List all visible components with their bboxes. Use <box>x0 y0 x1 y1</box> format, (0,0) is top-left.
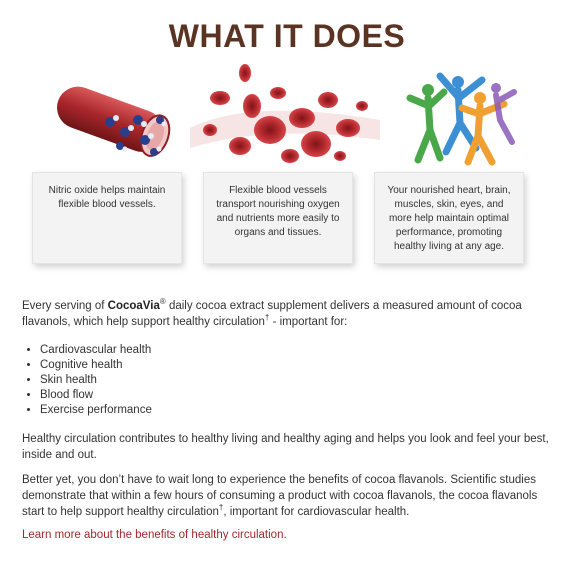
card-nourished-heart <box>374 172 524 264</box>
list-item: • Exercise performance <box>40 403 152 418</box>
red-blood-cells-illustration <box>190 58 380 170</box>
dagger-mark: † <box>218 503 224 513</box>
intro-paragraph <box>22 298 552 330</box>
figure-green <box>410 84 444 160</box>
card-text: Your nourished heart, brain, muscles, skin, eyes, and more help maintain optimal performance, promoting healthy living at any age. <box>387 185 511 252</box>
learn-more-link[interactable]: Learn more about the benefits of healthy circulation. <box>22 529 287 541</box>
better-yet-paragraph <box>22 472 552 520</box>
registered-mark: ® <box>159 297 166 307</box>
page-title: WHAT IT DOES <box>168 18 406 54</box>
dagger-mark: † <box>264 313 270 323</box>
list-item: • Blood flow <box>40 388 152 403</box>
card-blood-vessels <box>203 172 353 264</box>
list-item: • Cognitive health <box>40 358 152 373</box>
intro-text: Every serving of <box>22 300 108 312</box>
card-nitric-oxide <box>32 172 182 264</box>
card-text: Flexible blood vessels transport nourishing oxygen and nutrients more easily to organs and tissues. <box>216 185 340 238</box>
list-item: • Skin health <box>40 373 152 388</box>
healthy-circulation-paragraph: Healthy circulation contributes to healthy living and healthy aging and helps you look and feel your best, inside and out. <box>22 433 549 461</box>
list-item: • Cardiovascular health <box>40 343 152 358</box>
intro-text: daily cocoa extract supplement delivers a measured amount of cocoa flavanols, which help support healthy circulation <box>22 300 522 328</box>
paragraph-text: Better yet, you don’t have to wait long to experience the benefits of cocoa flavanols. Scientific studies demonstrate that within a few hours of consuming a product with cocoa flavanols, the cocoa flavanols start to help support healthy circulation <box>22 474 538 518</box>
people-jumping-illustration <box>400 68 520 168</box>
paragraph-text: , important for cardiovascular health. <box>223 506 410 518</box>
card-text: Nitric oxide helps maintain flexible blood vessels. <box>48 185 166 210</box>
brand-name: CocoaVia <box>107 300 160 312</box>
intro-text: - important for: <box>269 316 348 328</box>
figure-purple <box>491 83 514 142</box>
blood-vessel-illustration <box>50 70 180 170</box>
benefits-list <box>22 343 152 418</box>
